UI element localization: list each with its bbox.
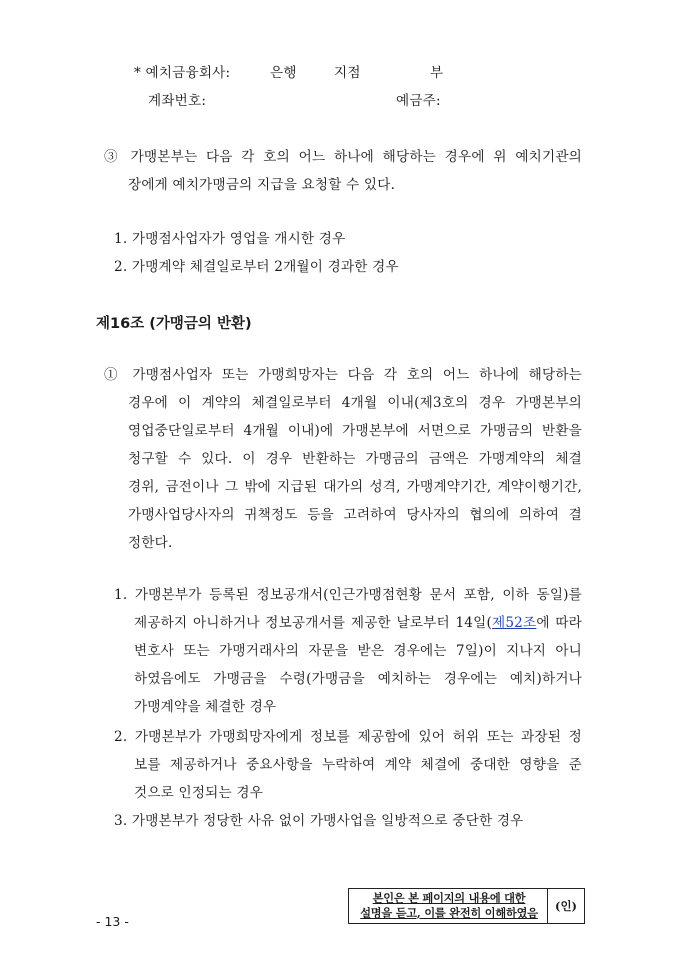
article16-para1-line1: ① 가맹점사업자 또는 가맹희망자는 다음 각 호의 어느 하나에 해당하는 bbox=[104, 367, 582, 383]
item1-line2-text-b: 에 따라 bbox=[536, 615, 583, 631]
confirmation-line2: 설명을 듣고, 이를 완전히 이해하였음 bbox=[360, 906, 538, 920]
confirmation-box bbox=[348, 888, 585, 924]
section3-line1: ③ 가맹본부는 다음 각 호의 어느 하나에 해당하는 경우에 위 예치기관의 bbox=[104, 149, 582, 165]
deposit-dept-unit: 부 bbox=[430, 65, 444, 81]
article16-para1-line2: 경우에 이 계약의 체결일로부터 4개월 이내(제3호의 경우 가맹본부의 bbox=[128, 395, 582, 411]
article16-item2-line1: 2. 가맹본부가 가맹희망자에게 정보를 제공함에 있어 허위 또는 과장된 정 bbox=[114, 729, 582, 745]
account-number-label: 계좌번호: bbox=[148, 93, 207, 109]
deposit-bank-label: * 예치금융회사: bbox=[134, 65, 231, 81]
article16-item1-line5: 가맹계약을 체결한 경우 bbox=[134, 699, 277, 715]
item1-line2-text-a: 제공하지 아니하거나 정보공개서를 제공한 날로부터 14일( bbox=[134, 615, 492, 631]
article16-para1-line4: 청구할 수 있다. 이 경우 반환하는 가맹금의 금액은 가맹계약의 체결 bbox=[128, 451, 582, 467]
article52-link[interactable]: 제52조 bbox=[492, 615, 537, 631]
deposit-branch-unit: 지점 bbox=[334, 65, 361, 81]
deposit-bank-unit: 은행 bbox=[270, 65, 297, 81]
account-holder-label: 예금주: bbox=[396, 93, 441, 109]
article16-item1-line3: 변호사 또는 가맹거래사의 자문을 받은 경우에는 7일)이 지나지 아니 bbox=[134, 643, 582, 659]
page-number: - 13 - bbox=[96, 914, 129, 929]
article16-para1-line7: 정한다. bbox=[128, 535, 173, 551]
article16-para1-line6: 가맹사업당사자의 귀책정도 등을 고려하여 당사자의 협의에 의하여 결 bbox=[128, 507, 582, 523]
article16-item1-line4: 하였음에도 가맹금을 수령(가맹금을 예치하는 경우에는 예치)하거나 bbox=[134, 671, 582, 687]
article16-item2-line3: 것으로 인정되는 경우 bbox=[134, 785, 264, 801]
article16-item2-line2: 보를 제공하거나 중요사항을 누락하여 계약 체결에 중대한 영향을 준 bbox=[134, 757, 582, 773]
seal-field[interactable]: (인) bbox=[555, 899, 577, 913]
section3-item-2: 2. 가맹계약 체결일로부터 2개월이 경과한 경우 bbox=[114, 259, 399, 275]
article16-para1-line5: 경위, 금전이나 그 밖에 지급된 대가의 성격, 가맹계약기간, 계약이행기간, bbox=[128, 479, 582, 495]
section3-item-1: 1. 가맹점사업자가 영업을 개시한 경우 bbox=[114, 231, 346, 247]
article16-item3: 3. 가맹본부가 정당한 사유 없이 가맹사업을 일방적으로 중단한 경우 bbox=[114, 813, 524, 829]
section3-line2: 장에게 예치가맹금의 지급을 요청할 수 있다. bbox=[128, 177, 396, 193]
article16-item1-line1: 1. 가맹본부가 등록된 정보공개서(인근가맹점현황 문서 포함, 이하 동일)를 bbox=[114, 587, 582, 603]
article16-item1-line2 bbox=[134, 614, 582, 632]
confirmation-line1: 본인은 본 페이지의 내용에 대한 bbox=[372, 891, 526, 905]
confirmation-text bbox=[349, 889, 548, 923]
article16-para1-line3: 영업중단일로부터 4개월 이내)에 가맹본부에 서면으로 가맹금의 반환을 bbox=[128, 423, 582, 439]
article16-title: 제16조 (가맹금의 반환) bbox=[96, 316, 252, 332]
